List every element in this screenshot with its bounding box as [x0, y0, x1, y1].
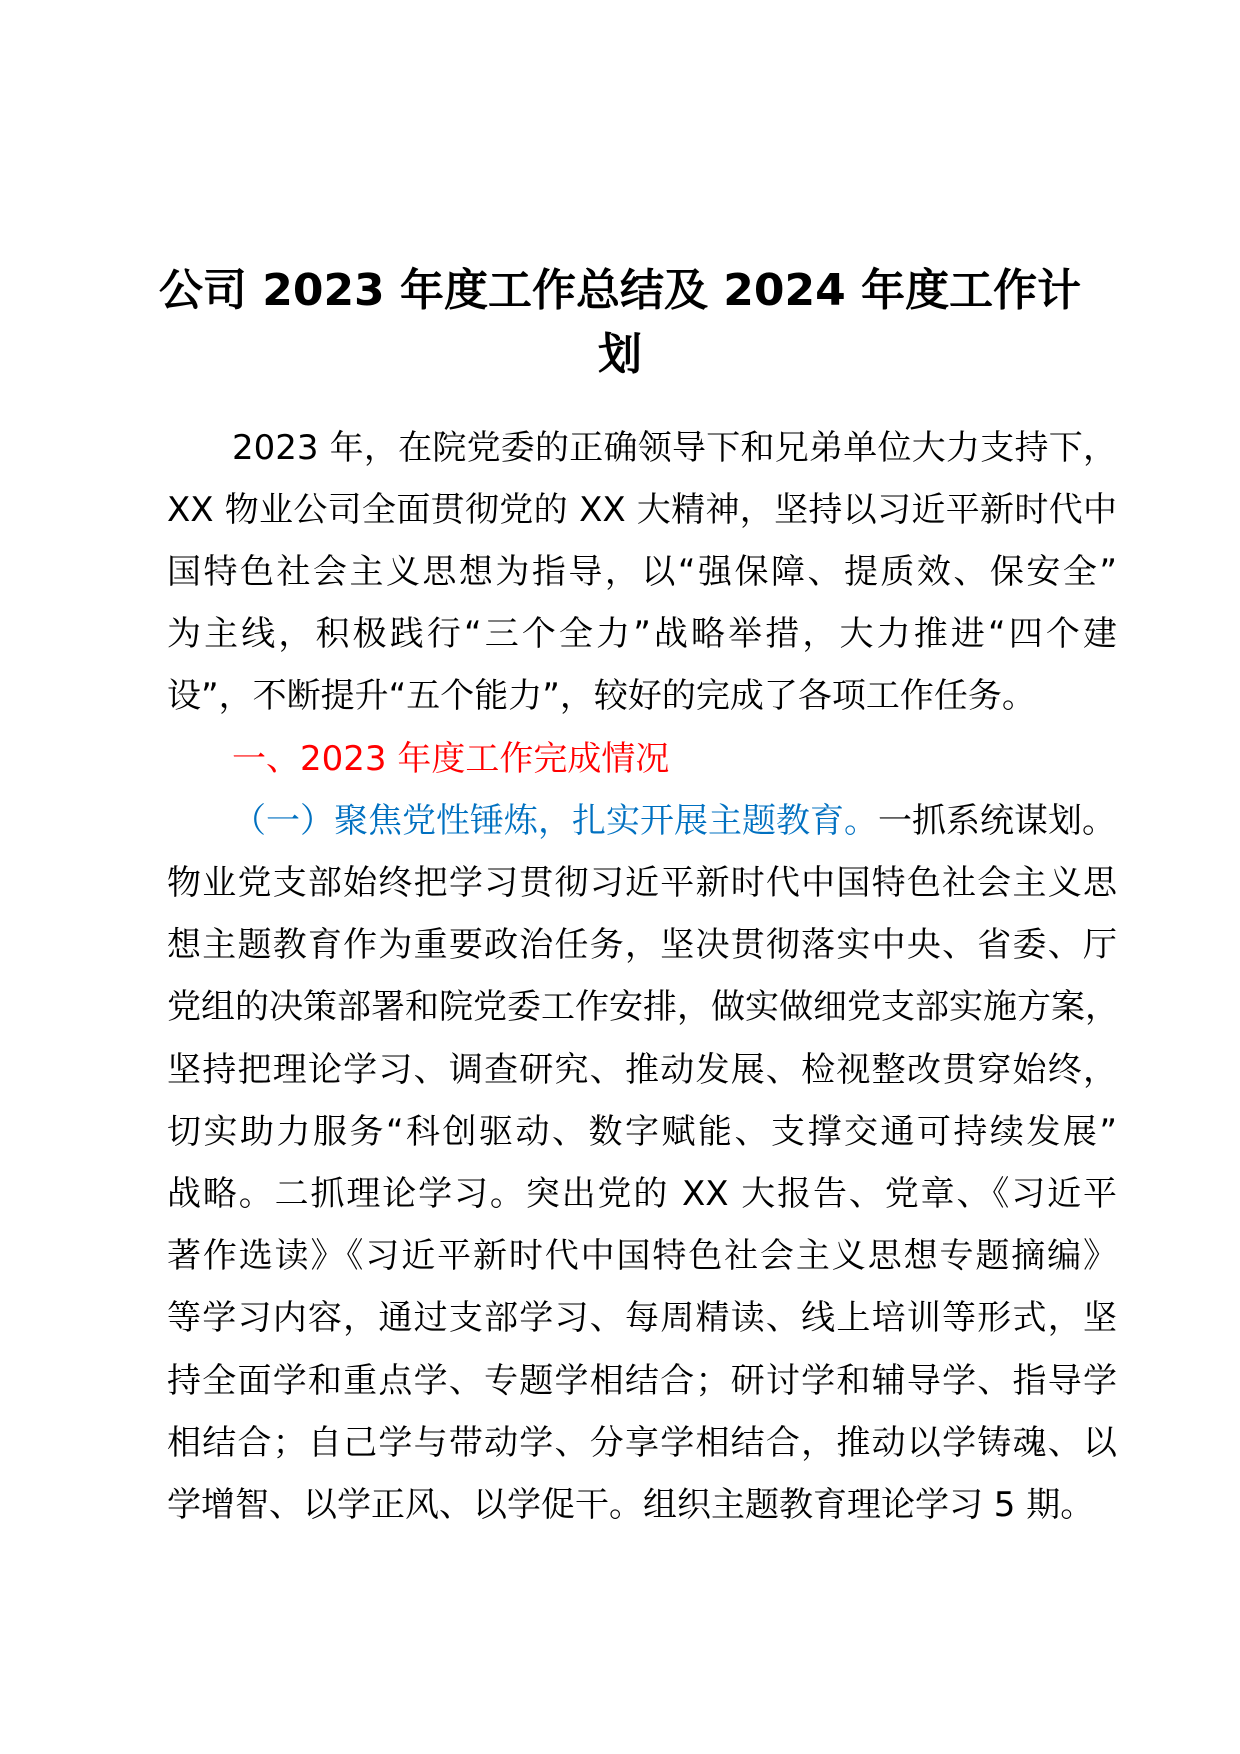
body-line: 战略。二抓理论学习。突出党的 XX 大报告、党章、《习近平	[167, 1174, 1117, 1214]
subsection-first-line	[232, 796, 1117, 846]
body-line: 物业党支部始终把学习贯彻习近平新时代中国特色社会主义思	[167, 863, 1117, 903]
body-line: 切实助力服务“科创驱动、数字赋能、支撑交通可持续发展”	[167, 1112, 1117, 1152]
subsection-lead: 一抓系统谋划。	[878, 801, 1116, 841]
body-line: 坚持把理论学习、调查研究、推动发展、检视整改贯穿始终，	[167, 1050, 1117, 1090]
section-heading: 一、2023 年度工作完成情况	[232, 739, 670, 779]
body-line: 持全面学和重点学、专题学相结合；研讨学和辅导学、指导学	[167, 1361, 1117, 1401]
body-line: 相结合；自己学与带动学、分享学相结合，推动以学铸魂、以	[167, 1423, 1117, 1463]
body-line: 党组的决策部署和院党委工作安排，做实做细党支部实施方案，	[167, 987, 1119, 1027]
intro-line: 国特色社会主义思想为指导，以“强保障、提质效、保安全”	[167, 552, 1117, 592]
body-line: 想主题教育作为重要政治任务，坚决贯彻落实中央、省委、厅	[167, 925, 1117, 965]
body-line: 学增智、以学正风、以学促干。组织主题教育理论学习 5 期。	[167, 1485, 1095, 1525]
intro-line: 为主线，积极践行“三个全力”战略举措，大力推进“四个建	[167, 614, 1117, 654]
intro-line: 设”，不断提升“五个能力”，较好的完成了各项工作任务。	[167, 676, 1036, 716]
body-line: 等学习内容，通过支部学习、每周精读、线上培训等形式，坚	[167, 1298, 1117, 1338]
intro-line: 2023 年，在院党委的正确领导下和兄弟单位大力支持下，	[232, 428, 1117, 468]
intro-line: XX 物业公司全面贯彻党的 XX 大精神，坚持以习近平新时代中	[167, 490, 1117, 530]
subsection-heading: （一）聚焦党性锤炼，扎实开展主题教育。	[232, 801, 878, 841]
document-title-line-2: 划	[598, 329, 642, 380]
body-line: 著作选读》《习近平新时代中国特色社会主义思想专题摘编》	[167, 1236, 1117, 1276]
document-title-line-1: 公司 2023 年度工作总结及 2024 年度工作计	[158, 265, 1082, 316]
